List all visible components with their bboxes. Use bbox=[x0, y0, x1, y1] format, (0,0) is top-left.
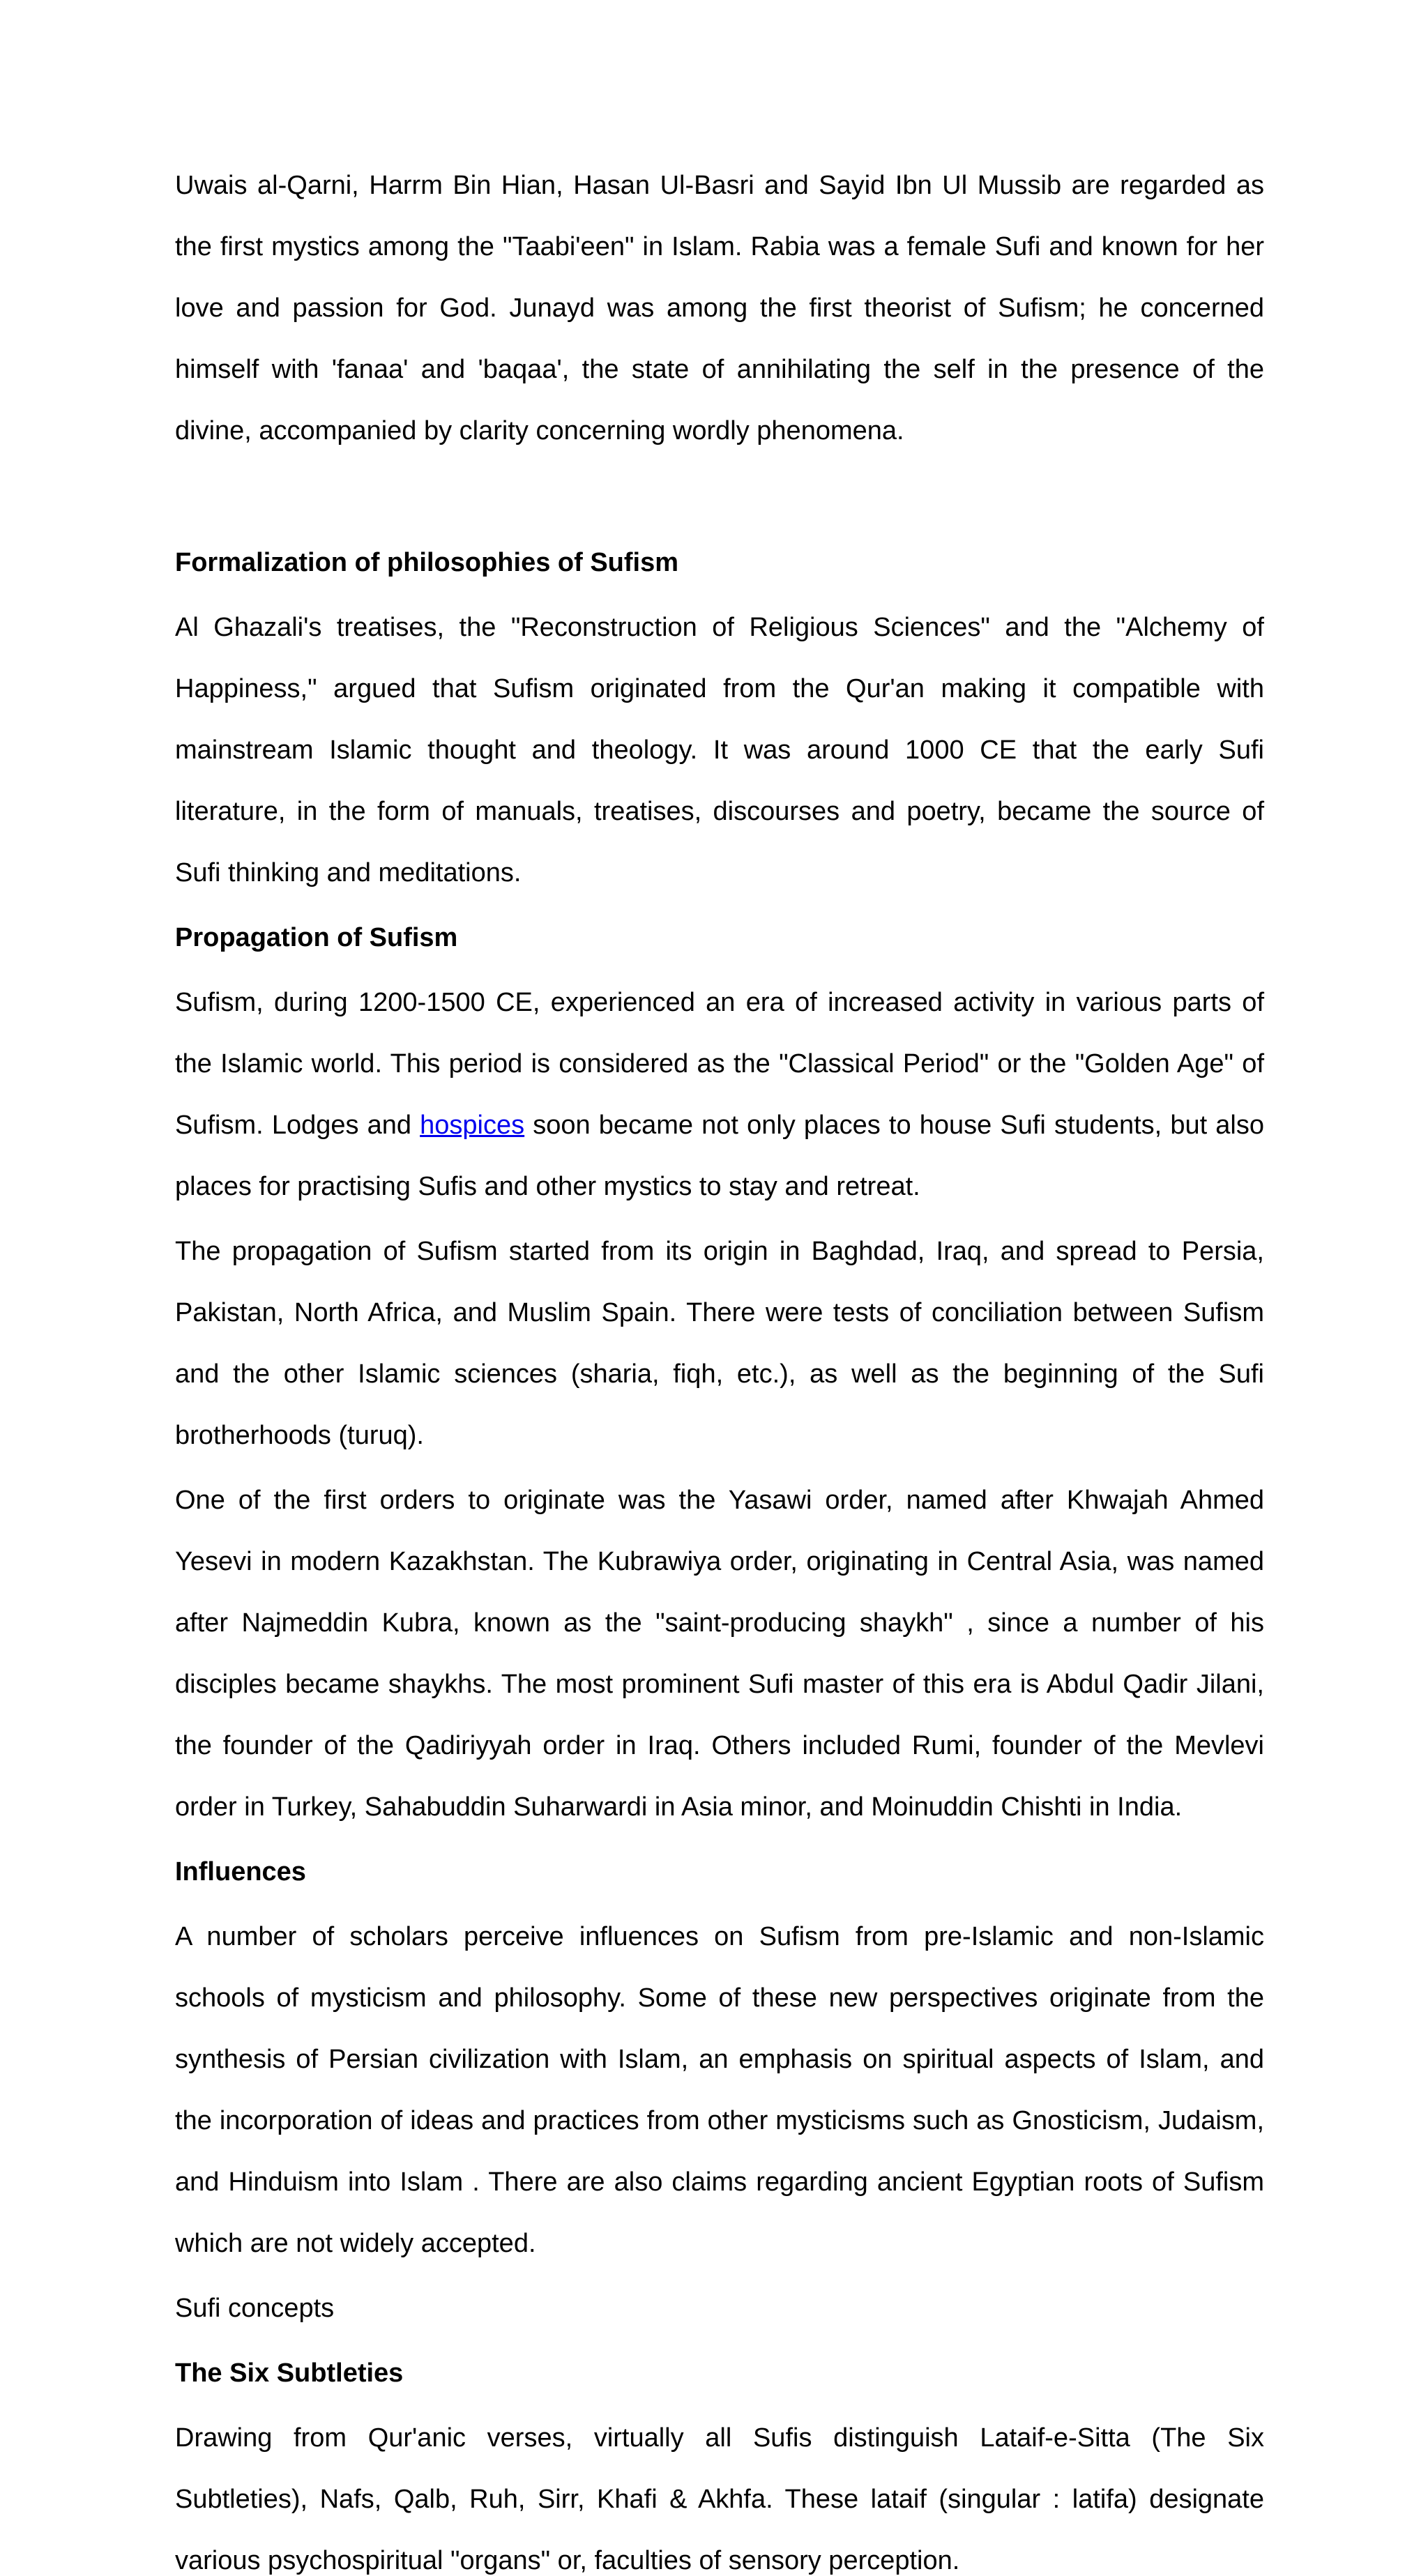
propagation-paragraph-1 bbox=[175, 987, 1264, 1202]
section-heading-formalization: Formalization of philosophies of Sufism bbox=[175, 548, 679, 577]
text-line: Al Ghazali's treatises, the "Reconstruction of Religious Sciences" and the "Alchemy of bbox=[175, 613, 1264, 642]
text-line: The propagation of Sufism started from its origin in Baghdad, Iraq, and spread to Persia, bbox=[175, 1237, 1264, 1266]
text-line: various psychospiritual "organs" or, faculties of sensory perception. bbox=[175, 2546, 960, 2575]
text-line: schools of mysticism and philosophy. Some of these new perspectives originate from the bbox=[175, 1983, 1264, 2013]
text-line: Pakistan, North Africa, and Muslim Spain. There were tests of conciliation between Sufism bbox=[175, 1298, 1264, 1327]
influences-paragraph bbox=[175, 1921, 1264, 2259]
text-line: brotherhoods (turuq). bbox=[175, 1421, 424, 1450]
formalization-paragraph bbox=[175, 612, 1264, 888]
text-line: the incorporation of ideas and practices from other mysticisms such as Gnosticism, Judaism, bbox=[175, 2106, 1264, 2135]
text-line: disciples became shaykhs. The most prominent Sufi master of this era is Abdul Qadir Jilani, bbox=[175, 1670, 1264, 1699]
text-line: A number of scholars perceive influences on Sufism from pre-Islamic and non-Islamic bbox=[175, 1922, 1264, 1951]
text-line: Yesevi in modern Kazakhstan. The Kubrawiya order, originating in Central Asia, was named bbox=[175, 1547, 1264, 1576]
sufi-concepts-label: Sufi concepts bbox=[175, 2294, 335, 2323]
subtleties-paragraph bbox=[175, 2423, 1264, 2576]
text-line: Uwais al-Qarni, Harrm Bin Hian, Hasan Ul-Basri and Sayid Ibn Ul Mussib are regarded as bbox=[175, 171, 1264, 200]
hospices-link[interactable]: hospices bbox=[420, 1111, 525, 1140]
text-line: and the other Islamic sciences (sharia, fiqh, etc.), as well as the beginning of the Sufi bbox=[175, 1359, 1264, 1389]
text-line: Subtleties), Nafs, Qalb, Ruh, Sirr, Khafi & Akhfa. These lataif (singular : latifa) designate bbox=[175, 2485, 1264, 2514]
text-line: himself with 'fanaa' and 'baqaa', the state of annihilating the self in the presence of the bbox=[175, 355, 1264, 384]
text-line: Sufi thinking and meditations. bbox=[175, 858, 522, 887]
section-heading-influences: Influences bbox=[175, 1857, 306, 1887]
text-line: which are not widely accepted. bbox=[175, 2229, 536, 2258]
text-line: love and passion for God. Junayd was among the first theorist of Sufism; he concerned bbox=[175, 294, 1264, 323]
text-fragment: Sufism. Lodges and bbox=[175, 1111, 420, 1140]
section-heading-six-subtleties: The Six Subtleties bbox=[175, 2358, 404, 2388]
text-line: literature, in the form of manuals, treatises, discourses and poetry, became the source of bbox=[175, 797, 1264, 826]
text-line: after Najmeddin Kubra, known as the "saint-producing shaykh" , since a number of his bbox=[175, 1608, 1264, 1638]
text-line: divine, accompanied by clarity concerning wordly phenomena. bbox=[175, 416, 904, 445]
text-line: Drawing from Qur'anic verses, virtually all Sufis distinguish Lataif-e-Sitta (The Six bbox=[175, 2423, 1264, 2453]
text-line: Sufism, during 1200-1500 CE, experienced an era of increased activity in various parts of bbox=[175, 988, 1264, 1017]
text-line: mainstream Islamic thought and theology. It was around 1000 CE that the early Sufi bbox=[175, 736, 1264, 765]
document-page bbox=[175, 170, 1264, 2576]
text-line: order in Turkey, Sahabuddin Suharwardi in Asia minor, and Moinuddin Chishti in India. bbox=[175, 1792, 1183, 1822]
propagation-paragraph-2 bbox=[175, 1236, 1264, 1451]
text-line: synthesis of Persian civilization with Islam, an emphasis on spiritual aspects of Islam, and bbox=[175, 2045, 1264, 2074]
text-line: Happiness," argued that Sufism originated from the Qur'an making it compatible with bbox=[175, 674, 1264, 703]
text-line: One of the first orders to originate was the Yasawi order, named after Khwajah Ahmed bbox=[175, 1486, 1264, 1515]
intro-paragraph bbox=[175, 170, 1264, 446]
section-heading-propagation: Propagation of Sufism bbox=[175, 923, 458, 952]
text-line: the Islamic world. This period is considered as the "Classical Period" or the "Golden Age" of bbox=[175, 1049, 1264, 1079]
text-line: the founder of the Qadiriyyah order in Iraq. Others included Rumi, founder of the Mevlevi bbox=[175, 1731, 1264, 1760]
text-line bbox=[175, 1110, 1264, 1171]
text-line: places for practising Sufis and other mystics to stay and retreat. bbox=[175, 1172, 920, 1201]
text-line: and Hinduism into Islam . There are also claims regarding ancient Egyptian roots of Sufism bbox=[175, 2167, 1264, 2197]
text-line: the first mystics among the "Taabi'een" in Islam. Rabia was a female Sufi and known for her bbox=[175, 232, 1264, 261]
propagation-paragraph-3 bbox=[175, 1485, 1264, 1822]
text-fragment: soon became not only places to house Sufi students, but also bbox=[524, 1111, 1264, 1140]
